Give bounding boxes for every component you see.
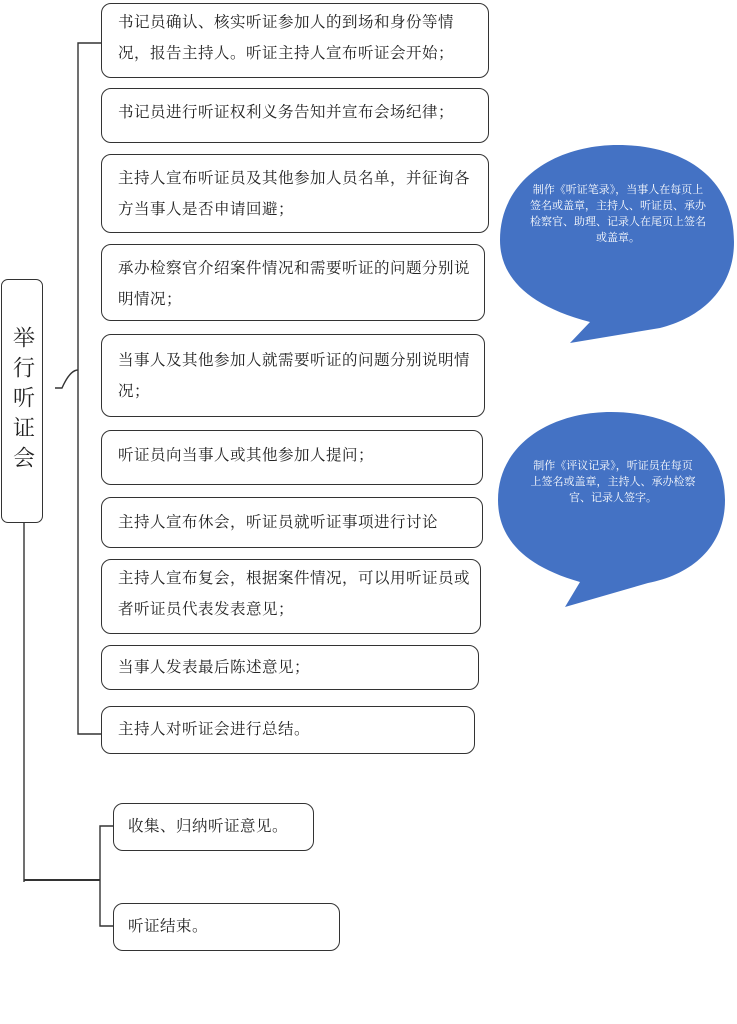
step-2-text: 书记员进行听证权利义务告知并宣布会场纪律；: [118, 103, 455, 121]
bracket-tip: [55, 370, 78, 388]
root-label: 举行听证会: [9, 326, 35, 476]
step-9-final-statement: [101, 645, 479, 690]
step-10-text: 主持人对听证会进行总结。: [118, 720, 311, 738]
step-3-text: 主持人宣布听证员及其他参加人员名单，并征询各方当事人是否申请回避；: [118, 169, 471, 218]
step-8-text: 主持人宣布复会，根据案件情况，可以用听证员或者听证员代表发表意见；: [118, 569, 471, 618]
root-node-hold-hearing: [1, 279, 43, 523]
step-7-recess-discussion: [101, 497, 483, 548]
final-step-collect-opinions: [113, 803, 314, 851]
step-9-text: 当事人发表最后陈述意见；: [118, 658, 311, 676]
step-4-text: 承办检察官介绍案件情况和需要听证的问题分别说明情况；: [118, 259, 471, 308]
note-deliberation-text: 制作《评议记录》，听证员在每页上签名或盖章，主持人、承办检察官、记录人签字。: [530, 459, 696, 504]
step-3-announce-participants: [101, 154, 489, 233]
step-6-text: 听证员向当事人或其他参加人提问；: [118, 446, 375, 464]
step-6-hearing-questions: [101, 430, 483, 485]
step-5-parties-explain: [101, 334, 485, 417]
step-4-prosecutor-intro: [101, 244, 485, 321]
step-1-verify-attendance: [101, 3, 489, 78]
final-step-2-text: 听证结束。: [128, 917, 209, 935]
step-5-text: 当事人及其他参加人就需要听证的问题分别说明情况；: [118, 351, 471, 400]
step-7-text: 主持人宣布休会，听证员就听证事项进行讨论: [118, 513, 439, 531]
step-8-resume-opinions: [101, 559, 481, 634]
step-10-summary: [101, 706, 475, 754]
note-bubble-deliberation: [498, 412, 725, 607]
final-bracket: [100, 826, 113, 926]
step-2-rights-notice: [101, 88, 489, 143]
steps-bracket: [78, 43, 101, 734]
step-1-text: 书记员确认、核实听证参加人的到场和身份等情况，报告主持人。听证主持人宣布听证会开始；: [118, 13, 455, 62]
note-transcript-text: 制作《听证笔录》，当事人在每页上签名或盖章，主持人、听证员、承办检察官、助理、记录人在尾页上签名或盖章。: [530, 183, 706, 244]
final-step-1-text: 收集、归纳听证意见。: [128, 817, 289, 835]
final-step-hearing-ends: [113, 903, 340, 951]
